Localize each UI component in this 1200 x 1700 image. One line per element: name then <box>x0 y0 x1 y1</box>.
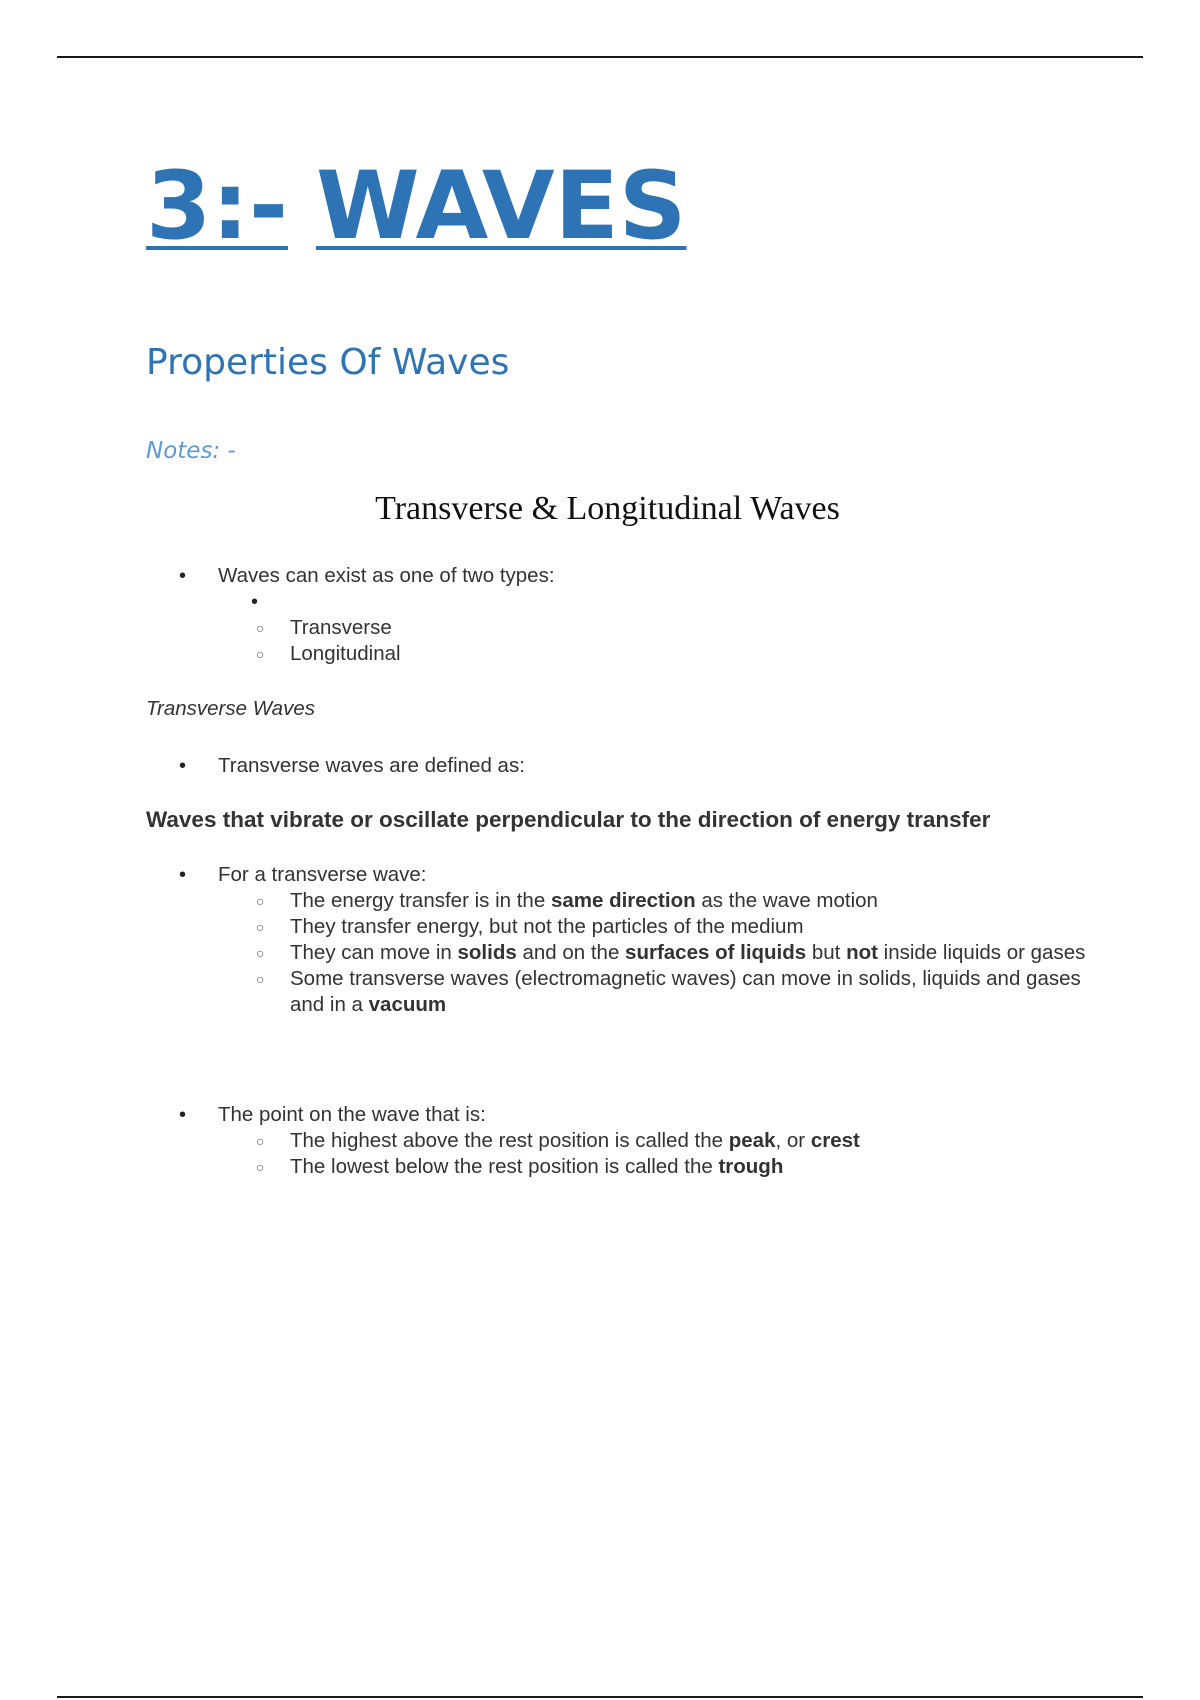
list-item: • For a transverse wave: <box>146 862 1106 888</box>
empty-bullet <box>146 589 1106 615</box>
list-item: ○ Some transverse waves (electromagnetic waves) can move in solids, liquids and gases and in a vacuum <box>256 967 1081 1016</box>
list-item: • Waves can exist as one of two types: <box>146 563 1106 589</box>
page-subtitle: Properties Of Waves <box>146 342 510 383</box>
circle-bullet-icon: ○ <box>256 620 265 636</box>
chapter-number: 3:- <box>146 152 289 261</box>
chapter-title <box>146 152 687 261</box>
list-item: • Transverse waves are defined as: <box>146 753 1106 779</box>
circle-bullet-icon: ○ <box>256 945 265 961</box>
list-item: ○ Longitudinal <box>256 642 401 665</box>
circle-bullet-icon: ○ <box>256 1133 265 1149</box>
list-item: ○ They can move in solids and on the surfaces of liquids but not inside liquids or gases <box>256 941 1086 964</box>
circle-bullet-icon: ○ <box>256 919 265 935</box>
section-title: Transverse & Longitudinal Waves <box>375 490 840 527</box>
notes-label: Notes: - <box>146 438 236 464</box>
list-item: ○ The energy transfer is in the same direction as the wave motion <box>256 889 878 912</box>
bottom-rule <box>57 1696 1143 1698</box>
list-item: ○ The highest above the rest position is called the peak, or crest <box>256 1129 860 1152</box>
wave-point-list <box>146 1102 1106 1180</box>
transverse-properties-list <box>146 862 1106 1018</box>
list-item: ○ The lowest below the rest position is called the trough <box>256 1155 784 1178</box>
list-item: ○ They transfer energy, but not the particles of the medium <box>256 915 804 938</box>
transverse-heading: Transverse Waves <box>146 697 315 720</box>
defined-as-list <box>146 753 1106 779</box>
circle-bullet-icon: ○ <box>256 971 265 987</box>
list-item: • The point on the wave that is: <box>146 1102 1106 1128</box>
chapter-word: WAVES <box>316 152 687 261</box>
top-rule <box>57 56 1143 58</box>
wave-types-list <box>146 563 1106 667</box>
definition-text: Waves that vibrate or oscillate perpendicular to the direction of energy transfer <box>146 807 991 832</box>
list-item: ○ Transverse <box>256 616 392 639</box>
circle-bullet-icon: ○ <box>256 646 265 662</box>
circle-bullet-icon: ○ <box>256 893 265 909</box>
circle-bullet-icon: ○ <box>256 1159 265 1175</box>
